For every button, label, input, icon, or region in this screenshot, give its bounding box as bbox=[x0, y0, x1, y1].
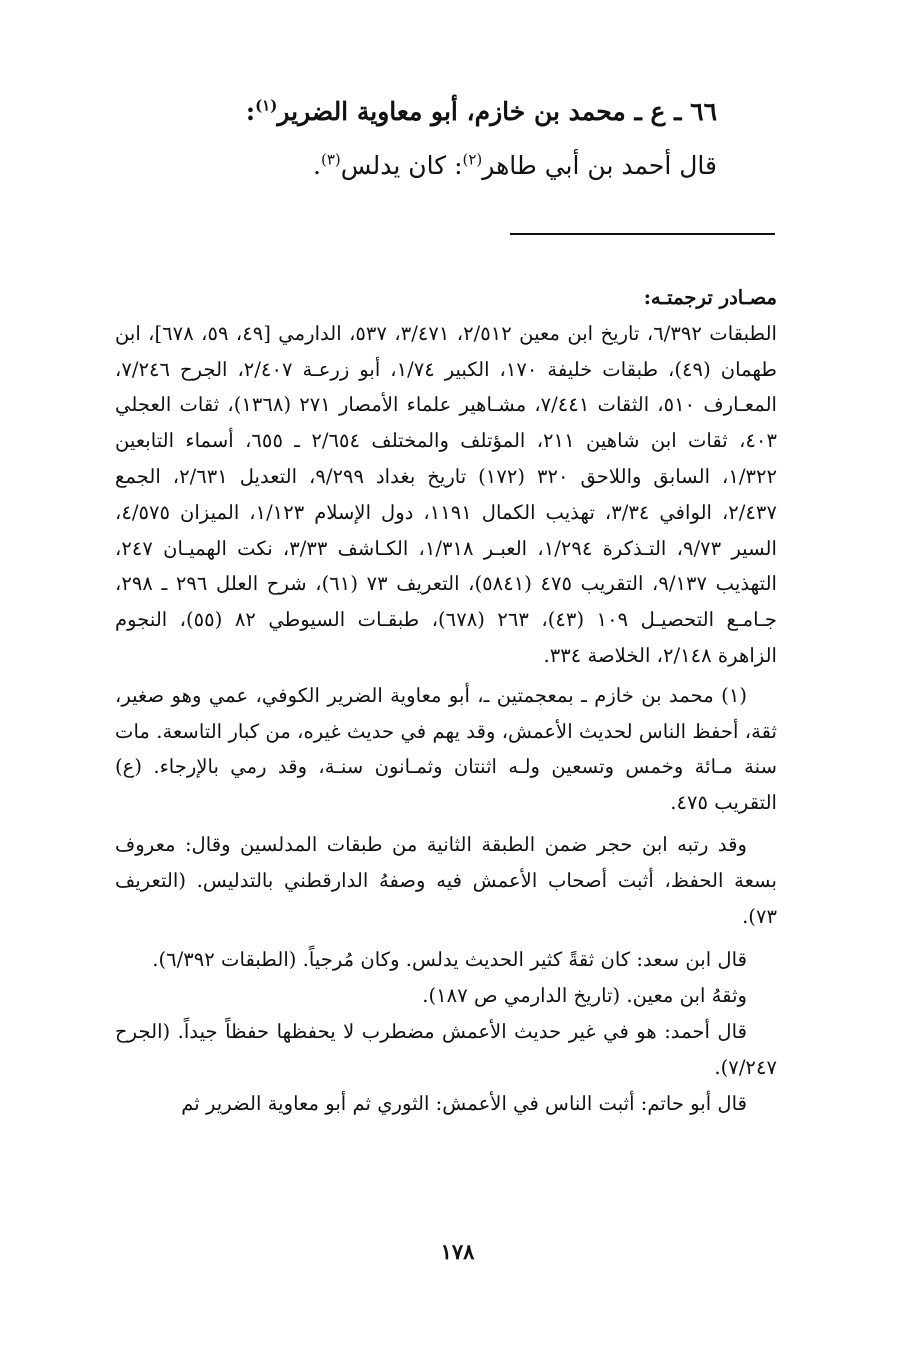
sources-title: مصـادر ترجمتـه: bbox=[643, 286, 777, 309]
footnote-ref-2: (٢) bbox=[462, 150, 483, 169]
entry-heading-text: ٦٦ ـ ع ـ محمد بن خازم، أبو معاوية الضرير bbox=[277, 97, 717, 126]
page-number: ١٧٨ bbox=[440, 1239, 475, 1264]
entry-statement-period: . bbox=[313, 151, 321, 180]
footnote-ref-1: (١) bbox=[255, 96, 278, 115]
entry-block bbox=[117, 86, 717, 192]
footnote-1: (١) محمد بن خازم ـ بمعجمتين ـ، أبو معاوية الضرير الكوفي، عمي وهو صغير، ثقة، أحفظ الناس لحديث الأعمش، وقد يهم في حديث غيره، من كبار التاسعة. مات سنة مـائة وخمس وتسعين ولـه اثنتان وثمـانون سنـة، وقد رمي بالإرجاء. (ع) التقريب ٤٧٥. bbox=[115, 683, 777, 815]
quote-ibn-maeen: وثقهُ ابن معين. (تاريخ الدارمي ص ١٨٧). bbox=[422, 984, 747, 1008]
ibn-hajar-note: وقد رتبه ابن حجر ضمن الطبقة الثانية من طبقات المدلسين وقال: معروف بسعة الحفظ، أثبت أصحاب الأعمش فيه وصفهُ الدارقطني بالتدليس. (التعريف ٧٣). bbox=[115, 832, 777, 928]
quote-abu-hatim: قال أبو حاتم: أثبت الناس في الأعمش: الثوري ثم أبو معاوية الضرير ثم bbox=[181, 1091, 747, 1115]
entry-statement bbox=[117, 140, 717, 192]
quote-ahmad: قال أحمد: هو في غير حديث الأعمش مضطرب لا يحفظها حفظاً جيداً. (الجرح ٧/٢٤٧). bbox=[115, 1019, 777, 1079]
footnote-ref-3: (٣) bbox=[320, 150, 341, 169]
quote-ibn-saad: قال ابن سعد: كان ثقةً كثير الحديث يدلس. وكان مُرجياً. (الطبقات ٦/٣٩٢). bbox=[152, 948, 747, 972]
entry-statement-quote: : كان يدلس bbox=[340, 151, 463, 180]
entry-statement-text: قال أحمد بن أبي طاهر bbox=[482, 151, 717, 180]
quotes-list bbox=[115, 942, 777, 1121]
sources-text: الطبقات ٦/٣٩٢، تاريخ ابن معين ٢/٥١٢، ٣/٤٧١، ٥٣٧، الدارمي [٤٩، ٥٩، ٦٧٨]، ابن طهمان (٤٩)، طبقات خليفة ١٧٠، الكبير ١/٧٤، أبو زرعـة ٢/٤٠٧، الجرح ٧/٢٤٦، المعـارف ٥١٠، الثقات ٧/٤٤١، مشـاهير علماء الأمصار ٢٧١ (١٣٦٨)، ثقات العجلي ٤٠٣، ثقات ابن شاهين ٢١١، المؤتلف والمختلف ٢/٦٥٤ ـ ٦٥٥، أسماء التابعين ١/٣٢٢، السابق واللاحق ٣٢٠ (١٧٢) تاريخ بغداد ٩/٢٩٩، التعديل ٢/٦٣١، الجمع ٢/٤٣٧، الوافي ٣/٣٤، تهذيب الكمال ١١٩١، دول الإسلام ١/١٢٣، الميزان ٤/٥٧٥، السير ٩/٧٣، التـذكرة ١/٢٩٤، العبـر ١/٣١٨، الكـاشف ٣/٣٣، نكت الهميـان ٢٤٧، التهذيب ٩/١٣٧، التقريب ٤٧٥ (٥٨٤١)، التعريف ٧٣ (٦١)، شرح العلل ٢٩٦ ـ ٢٩٨، جـامـع التحصيـل ١٠٩ (٤٣)، ٢٦٣ (٦٧٨)، طبقـات السيوطي ٨٢ (٥٥)، النجوم الزاهرة ٢/١٤٨، الخلاصة ٣٣٤. bbox=[115, 321, 778, 667]
footnote-separator-rule bbox=[510, 233, 775, 235]
entry-heading-colon: : bbox=[245, 97, 256, 126]
footnotes-section bbox=[115, 280, 777, 1121]
entry-heading bbox=[117, 86, 717, 138]
